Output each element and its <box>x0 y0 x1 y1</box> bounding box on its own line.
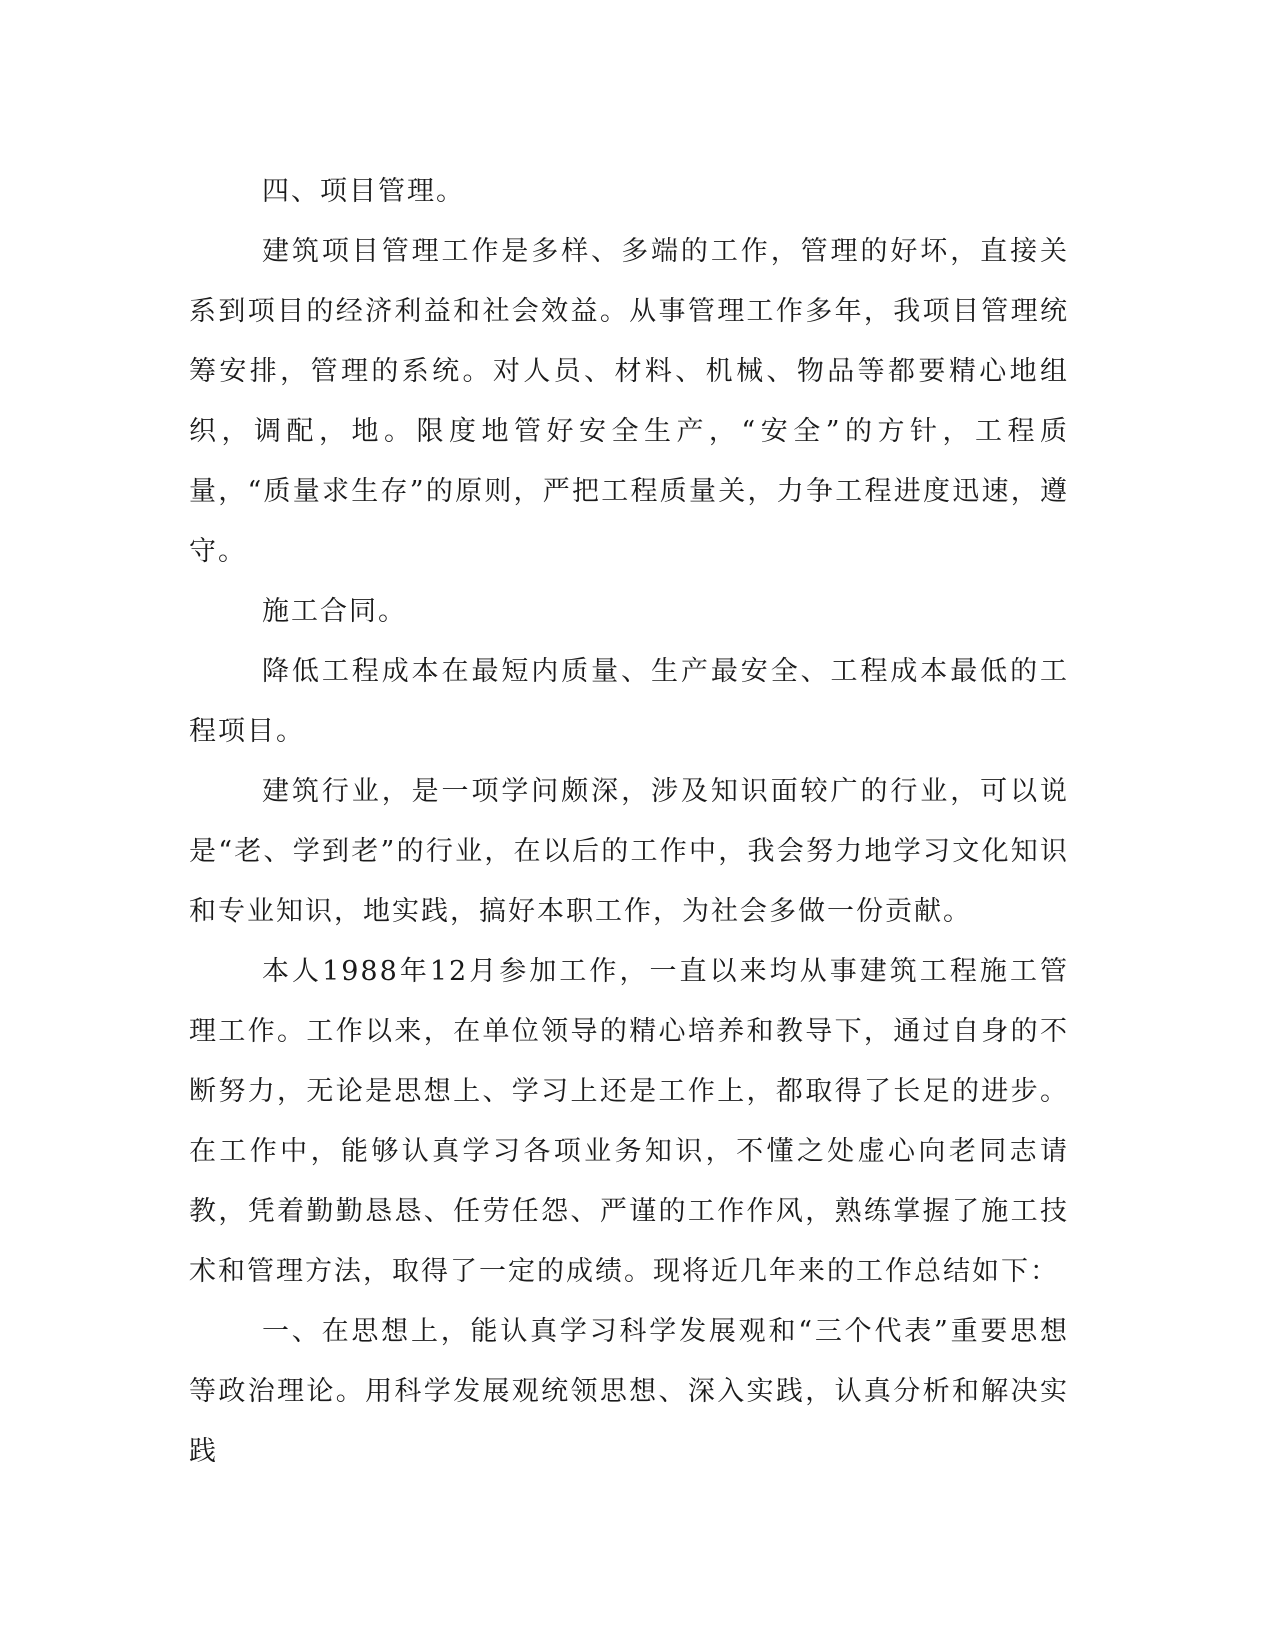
paragraph-reduce-cost: 降低工程成本在最短内质量、生产最安全、工程成本最低的工程项目。 <box>189 656 1069 747</box>
paragraph-ideology: 一、在思想上，能认真学习科学发展观和“三个代表”重要思想等政治理论。用科学发展观统领思想、深入实践，认真分析和解决实践 <box>189 1316 1069 1467</box>
paragraph-industry-learning: 建筑行业，是一项学问颇深，涉及知识面较广的行业，可以说是“老、学到老”的行业，在以后的工作中，我会努力地学习文化知识和专业知识，地实践，搞好本职工作，为社会多做一份贡献。 <box>189 776 1069 927</box>
paragraph-construction-contract: 施工合同。 <box>262 596 407 627</box>
paragraph-work-summary-intro: 本人1988年12月参加工作，一直以来均从事建筑工程施工管理工作。工作以来，在单位领导的精心培养和教导下，通过自身的不断努力，无论是思想上、学习上还是工作上，都取得了长足的进步。在工作中，能够认真学习各项业务知识，不懂之处虚心向老同志请教，凭着勤勤恳恳、任劳任怨、严谨的工作作风，熟练掌握了施工技术和管理方法，取得了一定的成绩。现将近几年来的工作总结如下： <box>189 956 1069 1287</box>
paragraph-project-management-body: 建筑项目管理工作是多样、多端的工作，管理的好坏，直接关系到项目的经济利益和社会效益。从事管理工作多年，我项目管理统筹安排，管理的系统。对人员、材料、机械、物品等都要精心地组织，调配，地。限度地管好安全生产，“安全”的方针，工程质量，“质量求生存”的原则，严把工程质量关，力争工程进度迅速，遵守。 <box>189 236 1069 567</box>
section-heading-project-management: 四、项目管理。 <box>262 176 465 207</box>
document-body <box>189 162 1069 1482</box>
